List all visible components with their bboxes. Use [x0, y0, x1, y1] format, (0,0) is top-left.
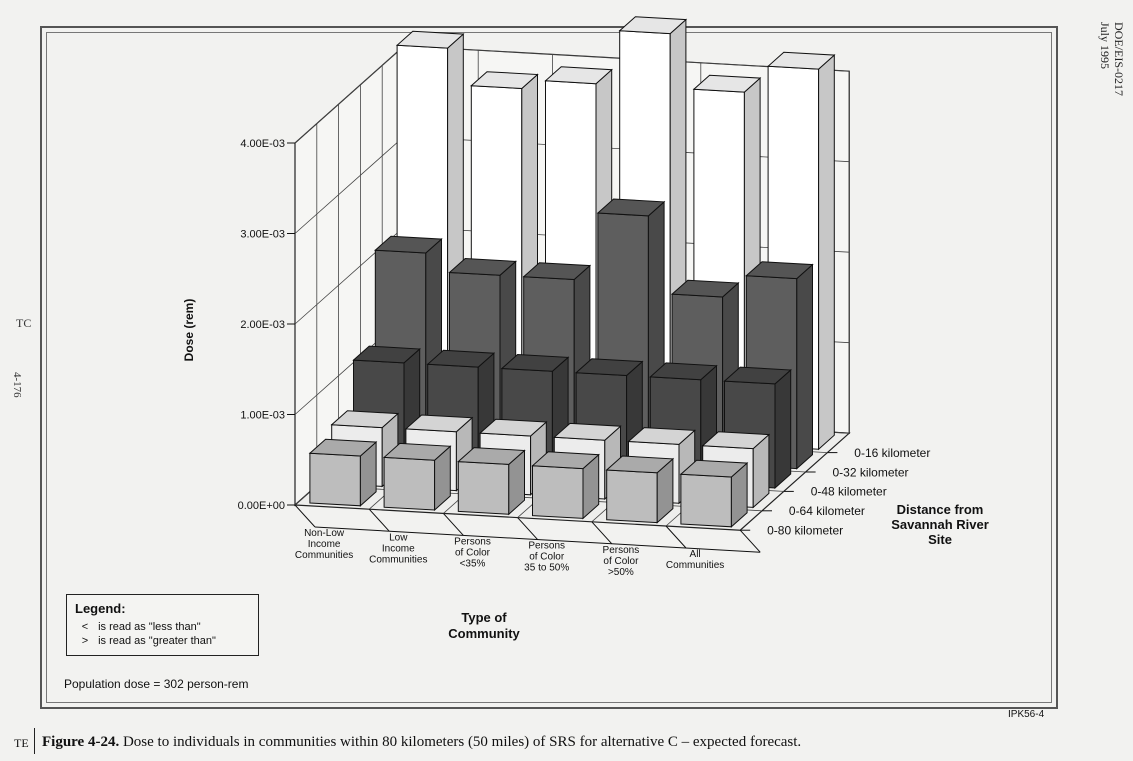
doc-date: July 1995	[1098, 22, 1112, 70]
bar	[310, 439, 376, 506]
legend-row	[75, 620, 250, 634]
x-axis-label: Community	[448, 626, 520, 641]
z-tick-label: 0-16 kilometer	[854, 445, 931, 460]
x-tick-label-line: Communities	[665, 560, 725, 572]
x-tick-label-line: All	[689, 549, 701, 561]
x-tick-label-line: Non-Low	[304, 528, 345, 540]
bar	[607, 456, 673, 523]
z-axis-label: Site	[928, 532, 952, 547]
x-tick-label-line: <35%	[459, 558, 486, 570]
x-divider	[443, 513, 463, 535]
bar-front	[384, 457, 435, 510]
x-tick-label	[369, 532, 427, 565]
bar-front	[458, 462, 509, 515]
bar	[533, 452, 599, 519]
x-tick-label	[524, 541, 569, 574]
x-tick-label-line: Persons	[528, 540, 566, 552]
bar-side	[797, 265, 813, 469]
y-axis-label: Dose (rem)	[182, 298, 196, 362]
tc-margin-mark: TC	[16, 316, 32, 330]
legend-text: is read as "greater than"	[98, 635, 216, 647]
doc-number: DOE/EIS-0217	[1112, 22, 1126, 96]
x-tick-label-line: Income	[381, 543, 415, 555]
legend-title: Legend:	[75, 601, 126, 616]
z-tick-label: 0-80 kilometer	[767, 523, 844, 538]
x-tick-label-line: Persons	[602, 544, 640, 556]
x-tick-label	[666, 549, 724, 571]
z-tick-label: 0-64 kilometer	[788, 504, 865, 519]
bar	[458, 448, 524, 515]
x-divider	[740, 530, 760, 552]
bar-front	[310, 453, 361, 506]
legend-text: is read as "less than"	[98, 621, 201, 633]
bar-side	[775, 370, 791, 488]
x-tick-label-line: >50%	[607, 566, 634, 578]
y-tick-label: 3.00E-03	[240, 228, 285, 241]
bar	[384, 443, 450, 510]
figure-id: IPK56-4	[1008, 709, 1045, 720]
x-tick-label-line: Communities	[369, 554, 428, 566]
x-tick-label-line: Low	[389, 532, 408, 544]
x-axis-label: Type of	[461, 610, 507, 625]
te-change-bar	[34, 728, 35, 754]
z-axis-label: Savannah River	[891, 517, 989, 532]
x-divider	[295, 505, 315, 527]
bar-front	[533, 466, 584, 519]
x-tick-label-line: Communities	[294, 550, 354, 562]
page-number: 4-176	[11, 372, 23, 398]
x-tick-label-line: of Color	[454, 547, 491, 559]
te-margin-mark: TE	[14, 736, 29, 750]
legend-symbol: <	[81, 621, 89, 633]
population-dose-note: Population dose = 302 person-rem	[64, 677, 249, 691]
z-tick-label: 0-32 kilometer	[832, 465, 909, 480]
x-tick-label-line: of Color	[603, 555, 639, 567]
bar	[681, 460, 747, 527]
legend-symbol: >	[81, 635, 89, 647]
x-tick-label-line: 35 to 50%	[524, 562, 570, 574]
bar-front	[607, 470, 658, 523]
x-divider	[518, 518, 538, 540]
z-tick-label: 0-48 kilometer	[810, 484, 887, 499]
y-tick-label: 2.00E-03	[240, 319, 285, 331]
legend-row	[75, 634, 250, 648]
x-tick-label-line: Persons	[454, 536, 491, 548]
figure-caption	[42, 734, 801, 751]
y-tick-label: 0.00E+00	[237, 500, 285, 512]
bar-side	[819, 55, 835, 449]
y-tick-label: 1.00E-03	[240, 409, 285, 422]
x-divider	[369, 509, 389, 531]
x-tick-label-line: Income	[307, 539, 341, 551]
caption-label: Figure 4-24.	[42, 734, 120, 750]
caption-text: Dose to individuals in communities within 80 kilometers (50 miles) of SRS for alternative C – expected forecast.	[122, 734, 802, 750]
z-axis-label: Distance from	[896, 502, 984, 517]
x-divider	[592, 522, 612, 544]
x-tick-label	[295, 528, 353, 561]
legend-box	[66, 594, 259, 656]
y-tick-label: 4.00E-03	[240, 138, 285, 150]
x-tick-label	[603, 545, 640, 578]
bar-front	[681, 474, 732, 527]
x-divider	[666, 526, 686, 548]
x-tick-label-line: of Color	[529, 551, 565, 563]
x-tick-label	[454, 537, 491, 570]
